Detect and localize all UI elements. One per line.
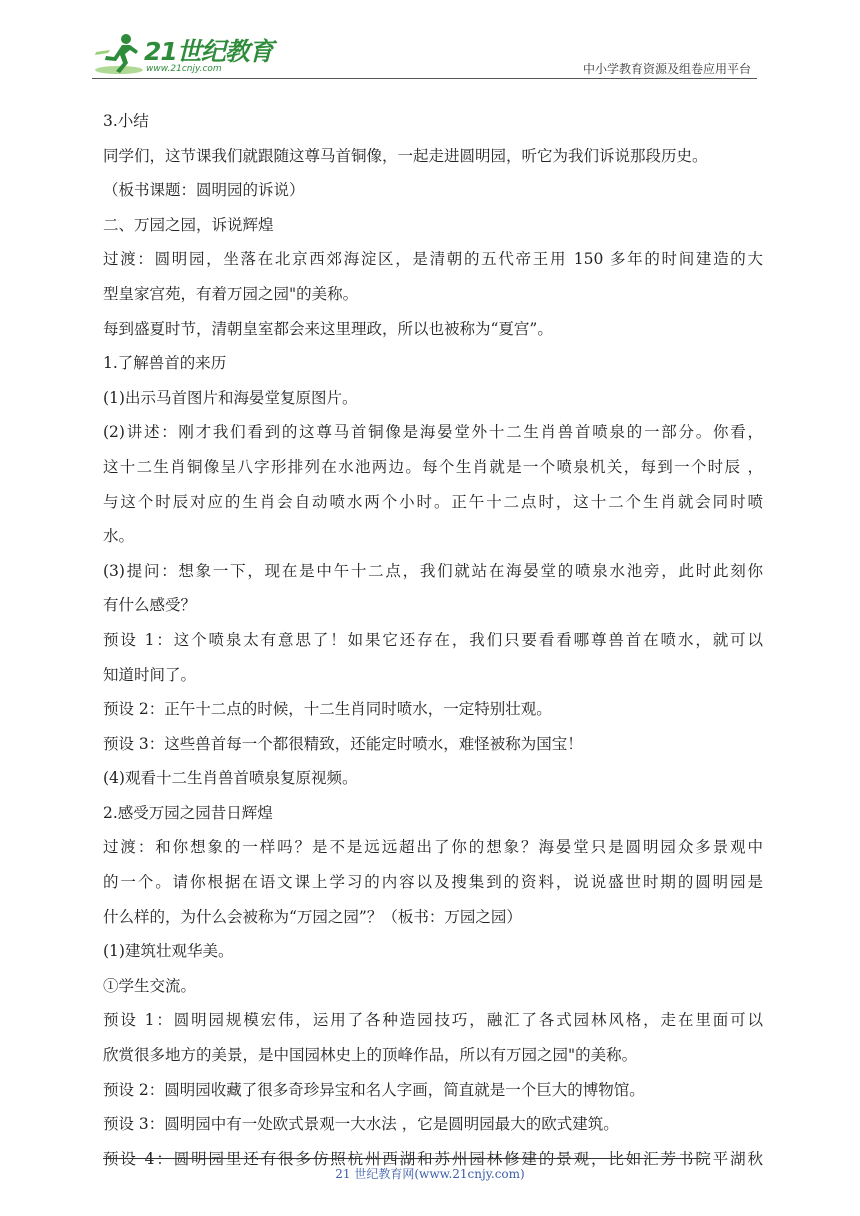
text-line: (1)出示马首图片和海晏堂复原图片。 [103, 388, 358, 407]
text-line: 二、万园之园，诉说辉煌 [103, 215, 274, 234]
text-line: 预设 3：圆明园中有一处欧式景观一大水法 ，它是圆明园最大的欧式建筑。 [103, 1115, 619, 1134]
text-line: 预设 2：正午十二点的时候，十二生肖同时喷水，一定特别壮观。 [103, 700, 552, 719]
text-line: 预设 4：圆明园里还有很多仿照杭州西湖和苏州园林修建的景观，比如汇芳书院平湖秋 [103, 1149, 763, 1168]
text-line: 与这个时辰对应的生肖会自动喷水两个小时。正午十二点时，这十二个生肖就会同时喷 [103, 492, 763, 511]
document-body [103, 104, 763, 1176]
text-line: 预设 1：这个喷泉太有意思了！如果它还存在，我们只要看看哪尊兽首在喷水，就可以 [103, 630, 763, 649]
text-line: 每到盛夏时节，清朝皇室都会来这里理政，所以也被称为“夏宫”。 [103, 319, 553, 338]
text-line: 水。 [103, 527, 135, 546]
logo-url: www.21cnjy.com [146, 64, 222, 74]
text-line: 2.感受万园之园昔日辉煌 [103, 803, 273, 822]
text-line: 型皇家宫苑，有着万园之园"的美称。 [103, 284, 359, 303]
text-line: (1)建筑壮观华美。 [103, 942, 234, 961]
footer-divider [103, 1158, 708, 1159]
logo [92, 30, 273, 78]
text-line: 1.了解兽首的来历 [103, 354, 227, 373]
text-line: 3.小结 [103, 112, 149, 130]
text-line: 知道时间了。 [103, 665, 197, 684]
text-line: 的一个。请你根据在语文课上学习的内容以及搜集到的资料，说说盛世时期的圆明园是 [103, 873, 763, 892]
text-line: 什么样的，为什么会被称为“万园之园”？（板书：万园之园） [103, 907, 522, 926]
page-header [92, 30, 757, 82]
runner-logo-icon [92, 30, 152, 78]
text-line: 同学们，这节课我们就跟随这尊马首铜像，一起走进圆明园，听它为我们诉说那段历史。 [103, 146, 708, 165]
text-line: (4)观看十二生肖兽首喷泉复原视频。 [103, 769, 358, 788]
header-divider [92, 78, 757, 79]
text-line: 预设 1：圆明园规模宏伟，运用了各种造园技巧，融汇了各式园林风格，走在里面可以 [103, 1011, 763, 1030]
text-line: 有什么感受？ [103, 596, 197, 615]
text-line: （板书课题：圆明园的诉说） [103, 181, 305, 200]
text-line: 欣赏很多地方的美景，是中国园林史上的顶峰作品，所以有万园之园"的美称。 [103, 1046, 638, 1065]
text-line: ①学生交流。 [103, 976, 197, 995]
text-line: 过渡：和你想象的一样吗？是不是远远超出了你的想象？海晏堂只是圆明园众多景观中 [103, 838, 763, 857]
logo-text: 21世纪教育 [144, 37, 273, 66]
text-line: (3)提问：想象一下，现在是中午十二点，我们就站在海晏堂的喷泉水池旁，此时此刻你 [103, 561, 763, 580]
text-line: 预设 2：圆明园收藏了很多奇珍异宝和名人字画，简直就是一个巨大的博物馆。 [103, 1080, 645, 1099]
platform-label: 中小学教育资源及组卷应用平台 [582, 62, 751, 76]
text-line: 预设 3：这些兽首每一个都很精致，还能定时喷水，难怪被称为国宝！ [103, 734, 583, 753]
text-line: 这十二生肖铜像呈八字形排列在水池两边。每个生肖就是一个喷泉机关，每到一个时辰 ， [103, 457, 763, 476]
text-line: 过渡：圆明园，坐落在北京西郊海淀区，是清朝的五代帝王用 150 多年的时间建造的大 [103, 250, 763, 269]
text-line: (2)讲述：刚才我们看到的这尊马首铜像是海晏堂外十二生肖兽首喷泉的一部分。你看， [103, 423, 763, 442]
footer-text: 21 世纪教育网(www.21cnjy.com) [335, 1167, 525, 1181]
